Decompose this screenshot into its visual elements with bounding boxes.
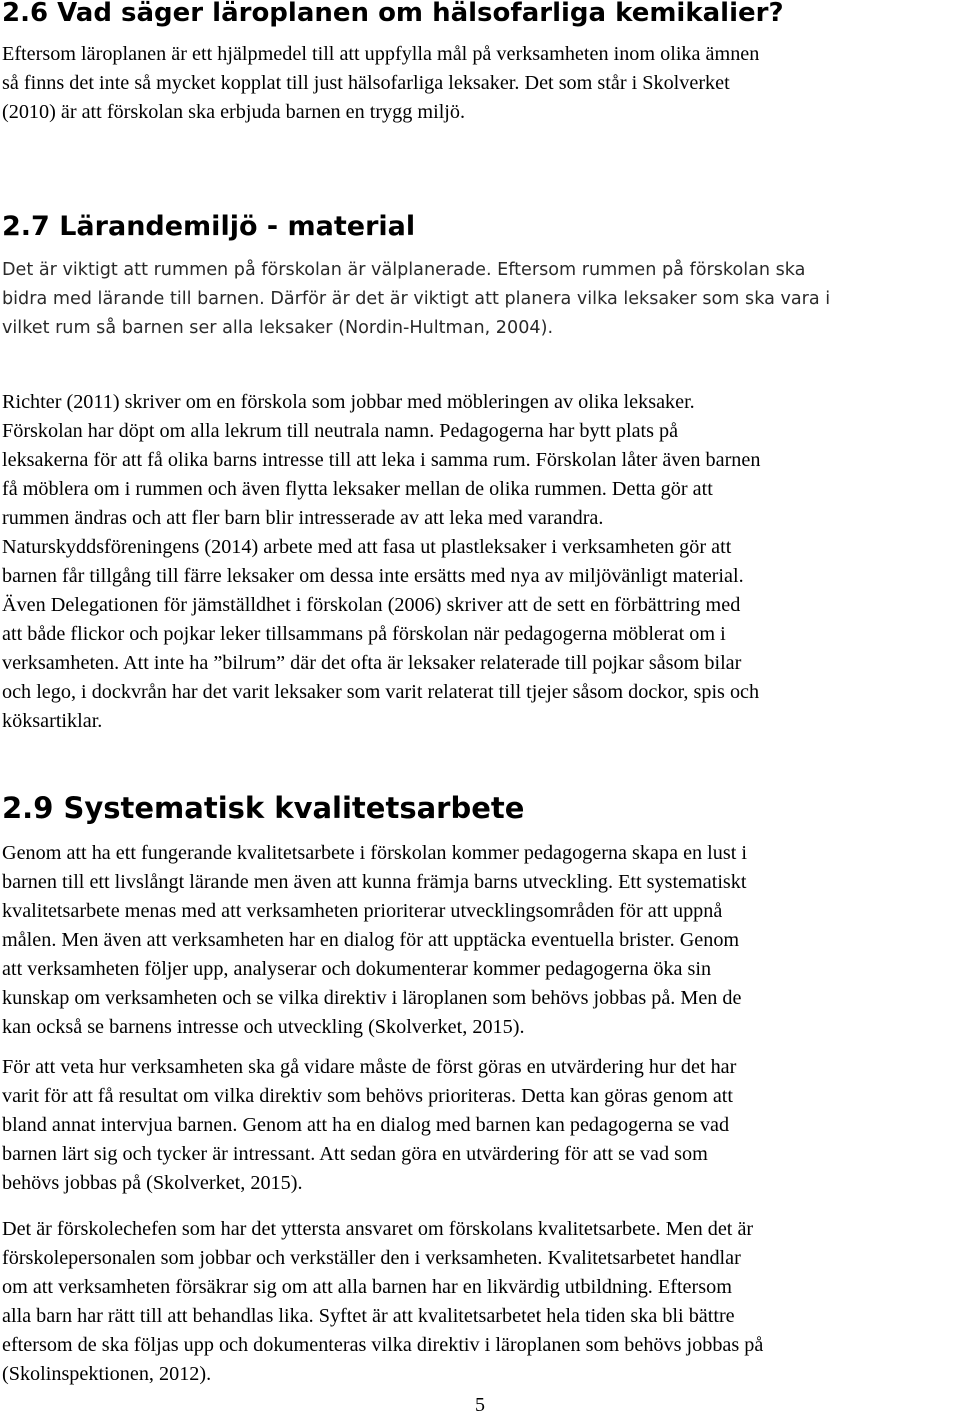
- text-line: bidra med lärande till barnen. Därför är det är viktigt att planera vilka leksaker som ska vara i: [2, 289, 831, 309]
- text-line: kunskap om verksamheten och se vilka direktiv i läroplanen som behövs jobbas på. Men de: [2, 987, 742, 1009]
- paragraph-2-9-c: [2, 1215, 958, 1389]
- text-line: barnen till ett livslångt lärande men även att kunna främja barns utveckling. Ett systematiskt: [2, 871, 747, 893]
- text-line: barnen lärt sig och tycker är intressant. Att sedan göra en utvärdering för att se vad som: [2, 1143, 708, 1165]
- text-line: Även Delegationen för jämställdhet i förskolan (2006) skriver att de sett en förbättring med: [2, 594, 741, 616]
- section-heading-2-6: 2.6 Vad säger läroplanen om hälsofarliga kemikalier?: [2, 0, 784, 28]
- text-line: att verksamheten följer upp, analyserar och dokumenterar kommer pedagogerna öka sin: [2, 958, 712, 980]
- paragraph-2-7-intro: [2, 256, 958, 343]
- text-line: kvalitetsarbete menas med att verksamheten prioriterar utvecklingsområden för att uppnå: [2, 900, 723, 922]
- text-line: kan också se barnens intresse och utveckling (Skolverket, 2015).: [2, 1016, 525, 1038]
- paragraph-2-9-b: [2, 1053, 958, 1198]
- text-line: Genom att ha ett fungerande kvalitetsarbete i förskolan kommer pedagogerna skapa en lust i: [2, 842, 747, 864]
- text-line: köksartiklar.: [2, 710, 103, 732]
- text-line: Det är förskolechefen som har det yttersta ansvaret om förskolans kvalitetsarbete. Men det är: [2, 1218, 754, 1240]
- text-line: målen. Men även att verksamheten har en dialog för att upptäcka eventuella brister. Genom: [2, 929, 740, 951]
- text-line: Förskolan har döpt om alla lekrum till neutrala namn. Pedagogerna har bytt plats på: [2, 420, 679, 442]
- section-heading-2-9: 2.9 Systematisk kvalitetsarbete: [2, 791, 525, 825]
- text-line: leksakerna för att få olika barns intresse till att leka i samma rum. Förskolan låter även barnen: [2, 449, 761, 471]
- text-line: verksamheten. Att inte ha ”bilrum” där det ofta är leksaker relaterade till pojkar såsom bilar: [2, 652, 742, 674]
- text-line: bland annat intervjua barnen. Genom att ha en dialog med barnen kan pedagogerna se vad: [2, 1114, 730, 1136]
- text-line: få möblera om i rummen och även flytta leksaker mellan de olika rummen. Detta gör att: [2, 478, 713, 500]
- text-line: alla barn har rätt till att behandlas lika. Syftet är att kvalitetsarbetet hela tiden ska bli bättre: [2, 1305, 735, 1327]
- text-line: vilket rum så barnen ser alla leksaker (Nordin-Hultman, 2004).: [2, 318, 554, 338]
- text-line: varit för att få resultat om vilka direktiv som behövs prioriteras. Detta kan göras genom att: [2, 1085, 734, 1107]
- text-line: För att veta hur verksamheten ska gå vidare måste de först göras en utvärdering hur det har: [2, 1056, 737, 1078]
- section-heading-2-7: 2.7 Lärandemiljö - material: [2, 211, 416, 242]
- text-line: eftersom de ska följas upp och dokumenteras vilka direktiv i läroplanen som behövs jobbas på: [2, 1334, 764, 1356]
- text-line: så finns det inte så mycket kopplat till just hälsofarliga leksaker. Det som står i Skolverket: [2, 72, 730, 94]
- text-line: och lego, i dockvrån har det varit leksaker som varit relaterat till tjejer såsom dockor, spis och: [2, 681, 760, 703]
- text-line: Eftersom läroplanen är ett hjälpmedel till att uppfylla mål på verksamheten inom olika ämnen: [2, 43, 760, 65]
- text-line: förskolepersonalen som jobbar och verkställer den i verksamheten. Kvalitetsarbetet handlar: [2, 1247, 741, 1269]
- text-line: (Skolinspektionen, 2012).: [2, 1363, 212, 1385]
- text-line: Det är viktigt att rummen på förskolan är välplanerade. Eftersom rummen på förskolan ska: [2, 260, 806, 280]
- text-line: om att verksamheten försäkrar sig om att alla barnen har en likvärdig utbildning. Eftersom: [2, 1276, 732, 1298]
- text-line: behövs jobbas på (Skolverket, 2015).: [2, 1172, 303, 1194]
- text-line: Naturskyddsföreningens (2014) arbete med att fasa ut plastleksaker i verksamheten gör att: [2, 536, 732, 558]
- paragraph-2-7-body: [2, 388, 958, 736]
- paragraph-2-6: [2, 40, 958, 127]
- text-line: rummen ändras och att fler barn blir intresserade av att leka med varandra.: [2, 507, 604, 529]
- text-line: barnen får tillgång till färre leksaker om dessa inte ersätts med nya av miljövänligt material.: [2, 565, 744, 587]
- paragraph-2-9-a: [2, 839, 958, 1042]
- text-line: (2010) är att förskolan ska erbjuda barnen en trygg miljö.: [2, 101, 466, 123]
- text-line: Richter (2011) skriver om en förskola som jobbar med möbleringen av olika leksaker.: [2, 391, 695, 413]
- page-number: 5: [475, 1394, 485, 1416]
- text-line: att både flickor och pojkar leker tillsammans på förskolan när pedagogerna möblerat om i: [2, 623, 726, 645]
